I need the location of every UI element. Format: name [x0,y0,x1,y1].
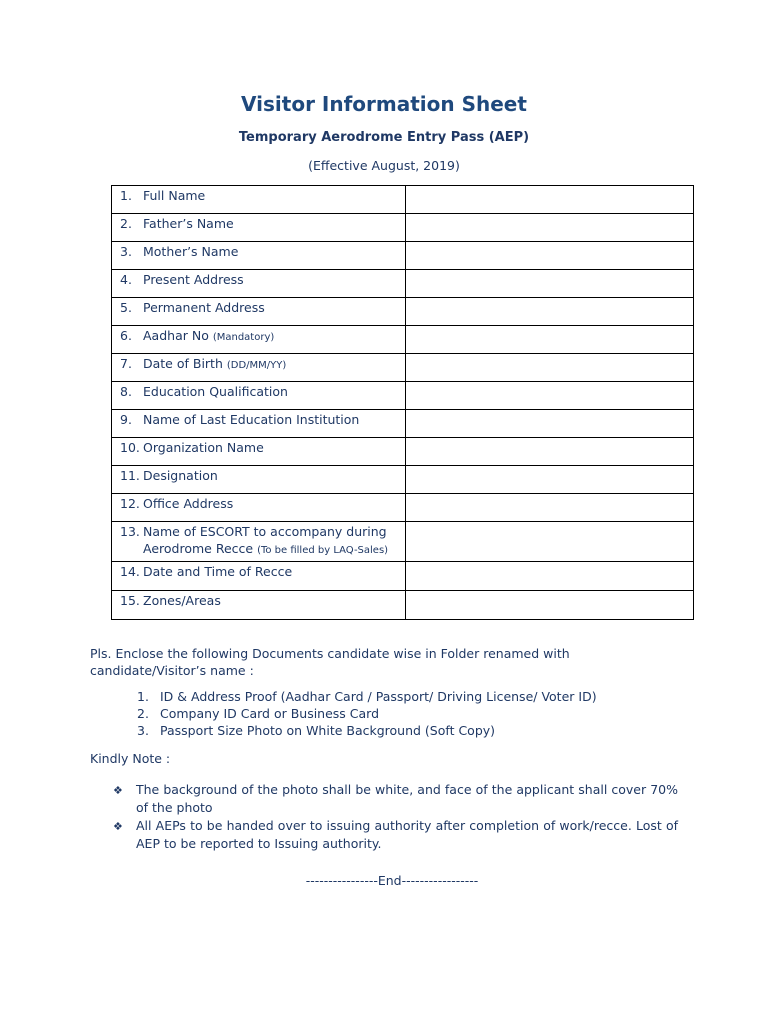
kindly-note-heading: Kindly Note : [90,751,171,766]
field-number: 10. [120,440,140,455]
list-item-number: 2. [137,706,149,721]
table-row [112,298,694,326]
field-label [143,383,288,400]
table-row [112,410,694,438]
list-item [137,705,597,722]
field-value-cell[interactable] [406,326,694,354]
table-row [112,242,694,270]
table-row [112,466,694,494]
field-label [143,299,265,316]
field-value-cell[interactable] [406,522,694,562]
enclose-instruction: Pls. Enclose the following Documents candidate wise in Folder renamed with candidate/Visitor’s name : [90,646,570,678]
note-text: The background of the photo shall be white, and face of the applicant shall cover 70% of the photo [136,782,678,815]
note-item [113,817,678,853]
field-label-cell [112,438,406,466]
field-label-text: Education Qualification [143,384,288,399]
page-title: Visitor Information Sheet [241,92,527,116]
field-label-cell [112,522,406,562]
field-label-cell [112,466,406,494]
note-item [113,781,678,817]
field-label-text: Mother’s Name [143,244,239,259]
field-value-cell[interactable] [406,242,694,270]
field-label [143,215,234,232]
table-row [112,522,694,562]
field-number: 9. [120,412,132,427]
list-item [137,688,597,705]
table-row [112,214,694,242]
field-label-cell [112,214,406,242]
field-number: 8. [120,384,132,399]
field-label [143,243,238,260]
field-value-cell[interactable] [406,494,694,522]
field-value-cell[interactable] [406,298,694,326]
field-number: 2. [120,216,132,231]
field-value-cell[interactable] [406,214,694,242]
table-row [112,562,694,591]
field-label [143,563,292,580]
field-label-text: Zones/Areas [143,593,221,608]
field-label [143,411,359,428]
field-label [143,523,405,559]
field-label-text: Designation [143,468,218,483]
diamond-bullet-icon: ❖ [113,784,123,797]
table-row [112,591,694,620]
field-label [143,355,286,374]
field-label-cell [112,326,406,354]
field-label-text: Father’s Name [143,216,234,231]
list-item-text: ID & Address Proof (Aadhar Card / Passport/ Driving License/ Voter ID) [160,689,597,704]
table-row [112,270,694,298]
field-label-cell [112,562,406,591]
field-label-text: Aadhar No [143,328,209,343]
field-label-cell [112,354,406,382]
field-label-text: Name of Last Education Institution [143,412,360,427]
table-row [112,326,694,354]
field-label-text: Permanent Address [143,300,265,315]
field-label [143,467,218,484]
table-row [112,354,694,382]
effective-date: (Effective August, 2019) [308,158,460,173]
note-text: All AEPs to be handed over to issuing authority after completion of work/recce. Lost of AEP to be reported to Issuing authority. [136,818,678,851]
field-label-text: Date of Birth [143,356,223,371]
list-item [137,722,597,739]
field-label-text: Office Address [143,496,234,511]
diamond-bullet-icon: ❖ [113,820,123,833]
field-label [143,439,264,456]
field-number: 4. [120,272,132,287]
field-label-cell [112,298,406,326]
field-label-text: Full Name [143,188,206,203]
field-number: 11. [120,468,140,483]
field-label [143,592,221,609]
field-label-text: Name of ESCORT to accompany during Aerodrome Recce [143,524,387,556]
field-label-text: Present Address [143,272,244,287]
field-label-cell [112,186,406,214]
field-value-cell[interactable] [406,438,694,466]
field-label [143,327,274,346]
field-value-cell[interactable] [406,591,694,620]
field-value-cell[interactable] [406,410,694,438]
field-label [143,495,233,512]
field-label-cell [112,591,406,620]
field-label-cell [112,410,406,438]
field-note: (DD/MM/YY) [226,360,287,371]
list-item-text: Passport Size Photo on White Background (Soft Copy) [160,723,496,738]
visitor-info-table [111,185,694,620]
table-row [112,382,694,410]
field-value-cell[interactable] [406,270,694,298]
field-number: 1. [120,188,132,203]
table-row [112,494,694,522]
field-label-text: Date and Time of Recce [143,564,293,579]
page-subtitle: Temporary Aerodrome Entry Pass (AEP) [238,130,530,145]
field-label-cell [112,494,406,522]
field-value-cell[interactable] [406,186,694,214]
field-number: 5. [120,300,132,315]
field-number: 6. [120,328,132,343]
documents-list [137,688,597,739]
field-label-text: Organization Name [143,440,264,455]
field-label [143,187,205,204]
field-value-cell[interactable] [406,562,694,591]
table-row [112,186,694,214]
field-number: 13. [120,524,140,539]
field-label-cell [112,270,406,298]
field-number: 15. [120,593,140,608]
notes-list [113,781,678,853]
field-number: 7. [120,356,132,371]
field-note: (Mandatory) [212,332,275,343]
table-row [112,438,694,466]
list-item-number: 1. [137,689,149,704]
field-number: 3. [120,244,132,259]
list-item-number: 3. [137,723,149,738]
field-value-cell[interactable] [406,466,694,494]
field-note: (To be filled by LAQ-Sales) [257,545,389,556]
field-value-cell[interactable] [406,382,694,410]
field-value-cell[interactable] [406,354,694,382]
field-label-cell [112,382,406,410]
field-number: 12. [120,496,140,511]
field-label [143,271,244,288]
field-number: 14. [120,564,140,579]
end-marker: ----------------End----------------- [305,873,479,888]
field-label-cell [112,242,406,270]
list-item-text: Company ID Card or Business Card [160,706,380,721]
